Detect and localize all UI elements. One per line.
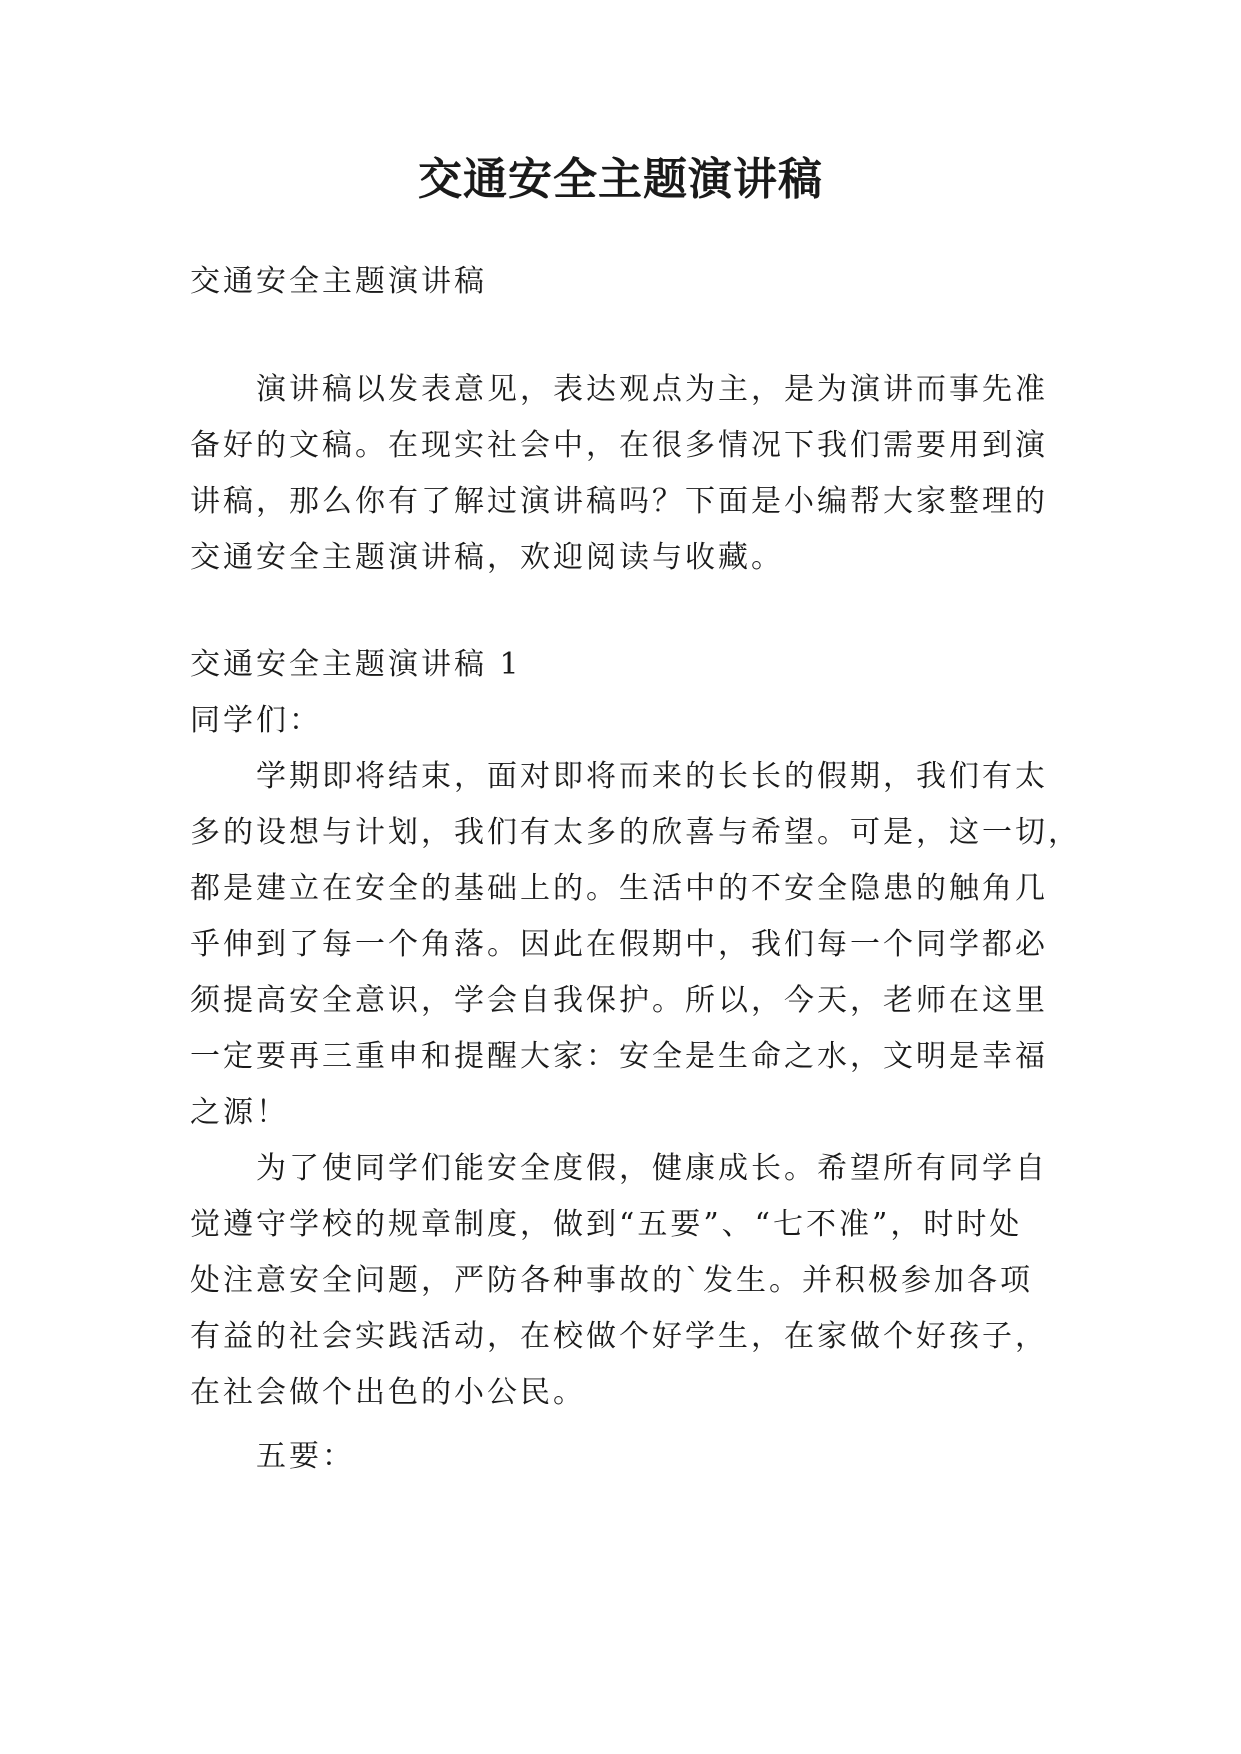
five-musts-heading: 五要： bbox=[256, 1439, 355, 1474]
paragraph1-line: 之源！ bbox=[190, 1095, 289, 1130]
greeting: 同学们： bbox=[190, 703, 322, 738]
paragraph1-line: 都是建立在安全的基础上的。生活中的不安全隐患的触角几 bbox=[190, 871, 1048, 906]
subtitle: 交通安全主题演讲稿 bbox=[190, 264, 487, 299]
section-heading: 交通安全主题演讲稿 1 bbox=[190, 647, 522, 682]
document-title: 交通安全主题演讲稿 bbox=[418, 154, 823, 205]
paragraph1-line: 学期即将结束，面对即将而来的长长的假期，我们有太 bbox=[256, 759, 1048, 794]
paragraph2-line: 觉遵守学校的规章制度，做到“五要”、“七不准”，时时处 bbox=[190, 1207, 1023, 1242]
intro-line: 讲稿，那么你有了解过演讲稿吗？下面是小编帮大家整理的 bbox=[190, 484, 1048, 519]
paragraph1-line: 多的设想与计划，我们有太多的欣喜与希望。可是，这一切， bbox=[190, 815, 1081, 850]
intro-line: 备好的文稿。在现实社会中，在很多情况下我们需要用到演 bbox=[190, 428, 1048, 463]
paragraph2-line: 为了使同学们能安全度假，健康成长。希望所有同学自 bbox=[256, 1151, 1048, 1186]
intro-line: 演讲稿以发表意见，表达观点为主，是为演讲而事先准 bbox=[256, 372, 1048, 407]
paragraph1-line: 一定要再三重申和提醒大家：安全是生命之水，文明是幸福 bbox=[190, 1039, 1048, 1074]
intro-line: 交通安全主题演讲稿，欢迎阅读与收藏。 bbox=[190, 540, 784, 575]
paragraph2-line: 处注意安全问题，严防各种事故的`发生。并积极参加各项 bbox=[190, 1263, 1033, 1298]
paragraph2-line: 在社会做个出色的小公民。 bbox=[190, 1375, 586, 1410]
paragraph1-line: 须提高安全意识，学会自我保护。所以，今天，老师在这里 bbox=[190, 983, 1048, 1018]
paragraph2-line: 有益的社会实践活动，在校做个好学生，在家做个好孩子， bbox=[190, 1319, 1048, 1354]
paragraph1-line: 乎伸到了每一个角落。因此在假期中，我们每一个同学都必 bbox=[190, 927, 1048, 962]
